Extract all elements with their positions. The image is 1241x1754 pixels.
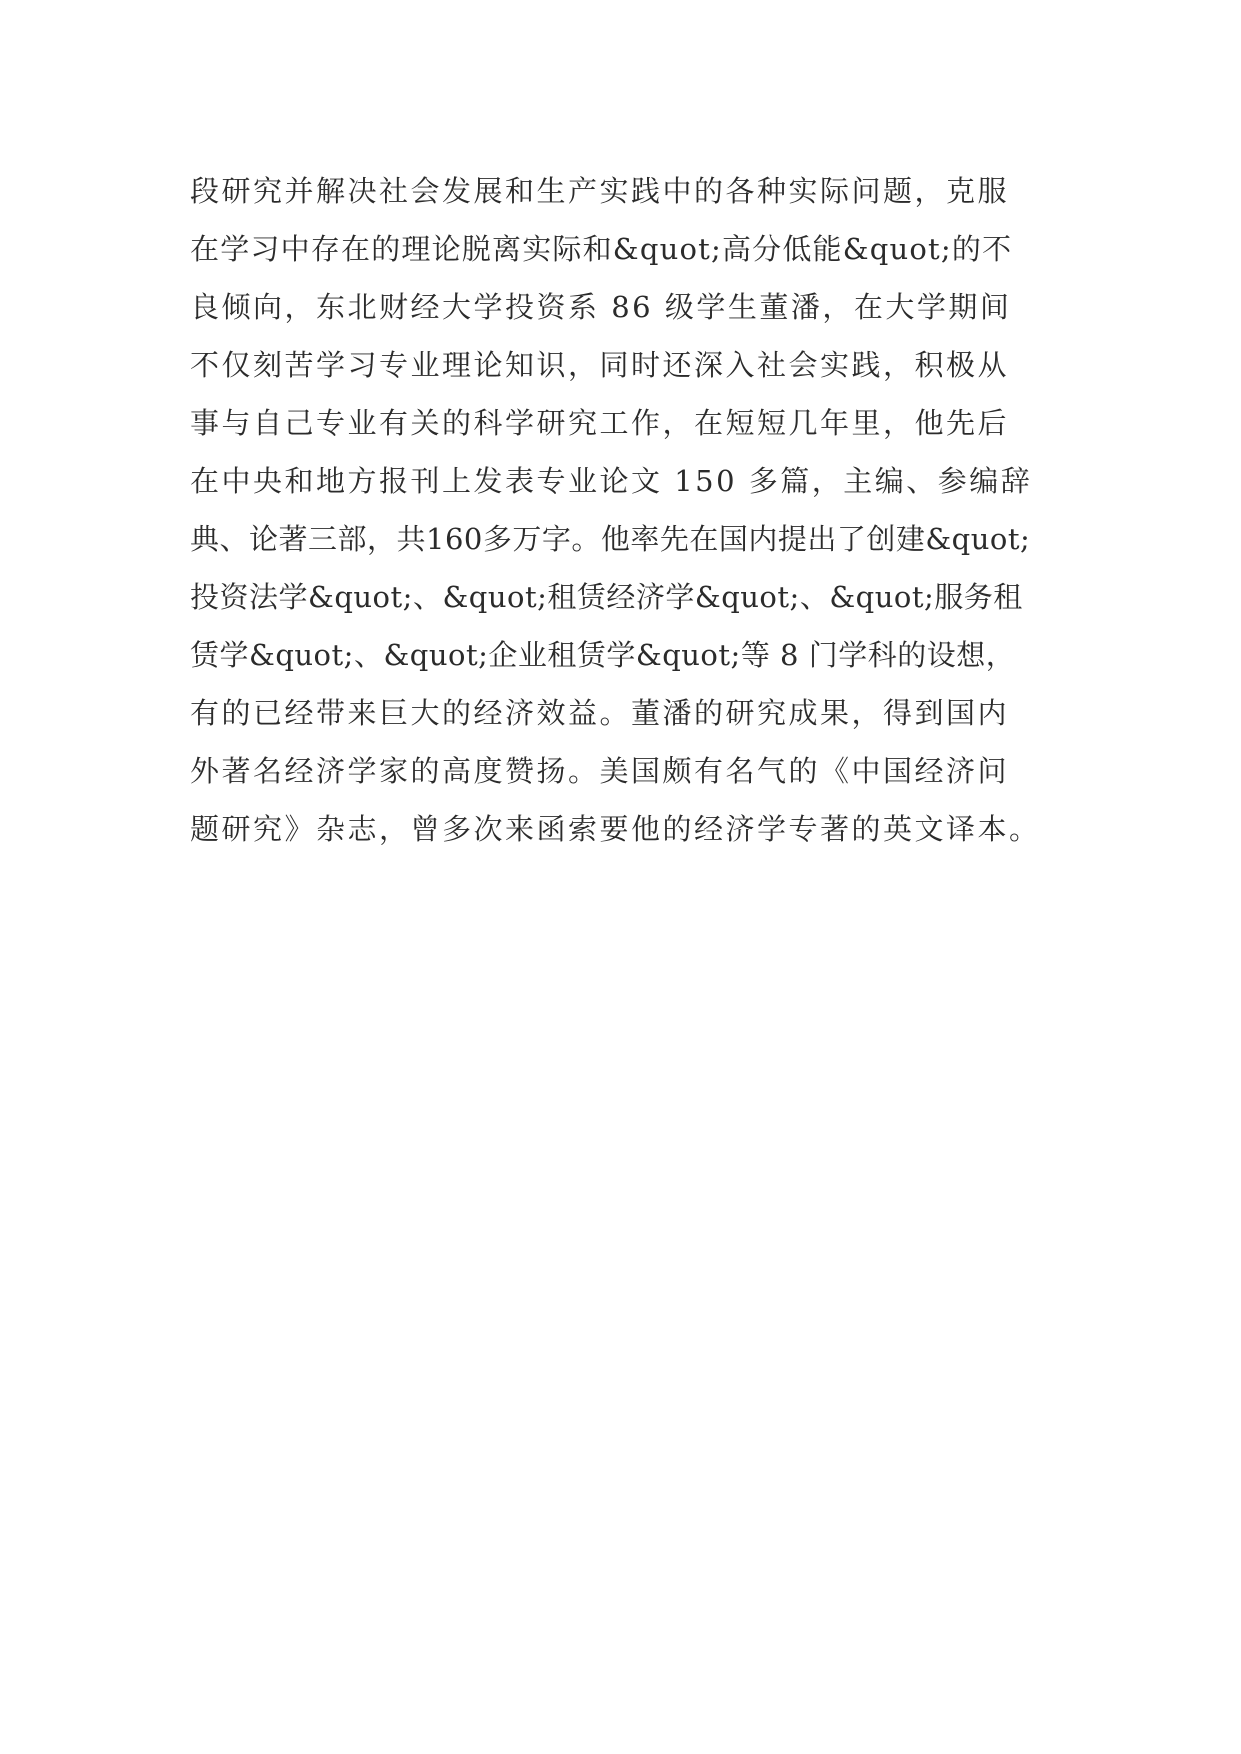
paragraph-line: 不仅刻苦学习专业理论知识，同时还深入社会实践，积极从 [190,348,1010,382]
paragraph-line: 段研究并解决社会发展和生产实践中的各种实际问题，克服 [190,174,1010,208]
paragraph-line: 有的已经带来巨大的经济效益。董潘的研究成果，得到国内 [190,696,1010,730]
paragraph-line: 在学习中存在的理论脱离实际和&quot;高分低能&quot;的不 [190,232,1013,266]
paragraph-line: 外著名经济学家的高度赞扬。美国颇有名气的《中国经济问 [190,754,1010,788]
paragraph-line: 投资法学&quot;、&quot;租赁经济学&quot;、&quot;服务租 [190,580,1023,614]
paragraph-line: 题研究》杂志，曾多次来函索要他的经济学专著的英文译本。 [190,812,1041,846]
paragraph-line: 典、论著三部，共160多万字。他率先在国内提出了创建&quot; [190,522,1031,556]
paragraph-line: 赁学&quot;、&quot;企业租赁学&quot;等 8 门学科的设想， [190,638,1016,672]
paragraph-line: 良倾向，东北财经大学投资系 86 级学生董潘，在大学期间 [190,290,1012,324]
body-paragraph [190,162,1070,858]
paragraph-line: 在中央和地方报刊上发表专业论文 150 多篇，主编、参编辞 [190,464,1033,498]
paragraph-line: 事与自己专业有关的科学研究工作，在短短几年里，他先后 [190,406,1010,440]
